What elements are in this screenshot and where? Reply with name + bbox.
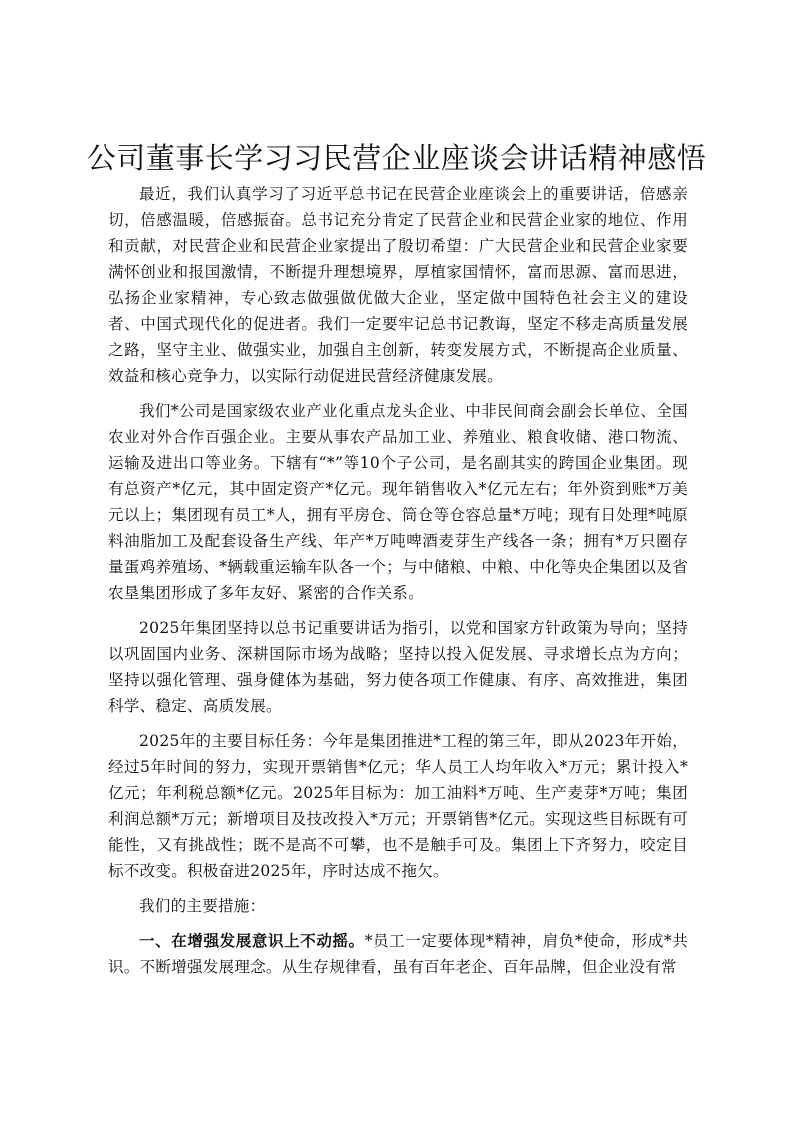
paragraph-intro: 最近，我们认真学习了习近平总书记在民营企业座谈会上的重要讲话，倍感亲切，倍感温暖，倍感振奋。总书记充分肯定了民营企业和民营企业家的地位、作用和贡献，对民营企业和民营企业家提出了殷切希望：广大民营企业和民营企业家要满怀创业和报国激情，不断提升理想境界，厚植家国情怀，富而思源、富而思进，弘扬企业家精神，专心致志做强做优做大企业，坚定做中国特色社会主义的建设者、中国式现代化的促进者。我们一定要牢记总书记教诲，坚定不移走高质量发展之路，坚守主业、做强实业，加强自主创新，转变发展方式，不断提高企业质量、效益和核心竞争力，以实际行动促进民营经济健康发展。 <box>108 185 688 385</box>
paragraph-measures-intro: 我们的主要措施： <box>139 897 266 915</box>
document-body <box>108 181 688 989</box>
document-title: 公司董事长学习习民营企业座谈会讲话精神感悟 <box>86 141 707 175</box>
paragraph-2025-targets: 2025年的主要目标任务：今年是集团推进*工程的第三年，即从2023年开始，经过5年时间的努力，实现开票销售*亿元；华人员工人均年收入*万元；累计投入*亿元；年利税总额*亿元。2025年目标为：加工油料*万吨、生产麦芽*万吨；集团利润总额*万元；新增项目及技改投入*万元；开票销售*亿元。实现这些目标既有可能性，又有挑战性；既不是高不可攀，也不是触手可及。集团上下齐努力，咬定目标不改变。积极奋进2025年，序时达成不拖欠。 <box>108 732 688 880</box>
measure-one-heading: 一、在增强发展意识上不动摇。 <box>139 931 365 950</box>
paragraph-company-profile: 我们*公司是国家级农业产业化重点龙头企业、中非民间商会副会长单位、全国农业对外合作百强企业。主要从事农产品加工业、养殖业、粮食收储、港口物流、运输及进出口等业务。下辖有“*”等10个子公司，是名副其实的跨国企业集团。现有总资产*亿元，其中固定资产*亿元。现年销售收入*亿元左右；年外资到账*万美元以上；集团现有员工*人，拥有平房仓、筒仓等仓容总量*万吨；现有日处理*吨原料油脂加工及配套设备生产线、年产*万吨啤酒麦芽生产线各一条；拥有*万只圈存量蛋鸡养殖场、*辆载重运输车队各一个；与中储粮、中粮、中化等央企集团以及省农垦集团形成了多年友好、紧密的合作关系。 <box>108 402 688 602</box>
measure-one-text: *员工一定要体现*精神，肩负*使命，形成*共识。不断增强发展理念。从生存规律看，虽有百年老企、百年品牌，但企业没有常 <box>108 932 689 976</box>
paragraph-2025-guidance: 2025年集团坚持以总书记重要讲话为指引，以党和国家方针政策为导向；坚持以巩固国内业务、深耕国际市场为战略；坚持以投入促发展、寻求增长点为方向；坚持以强化管理、强身健体为基础，努力使各项工作健康、有序、高效推进，集团科学、稳定、高质发展。 <box>108 619 688 715</box>
paragraph-measure-one <box>108 928 688 980</box>
